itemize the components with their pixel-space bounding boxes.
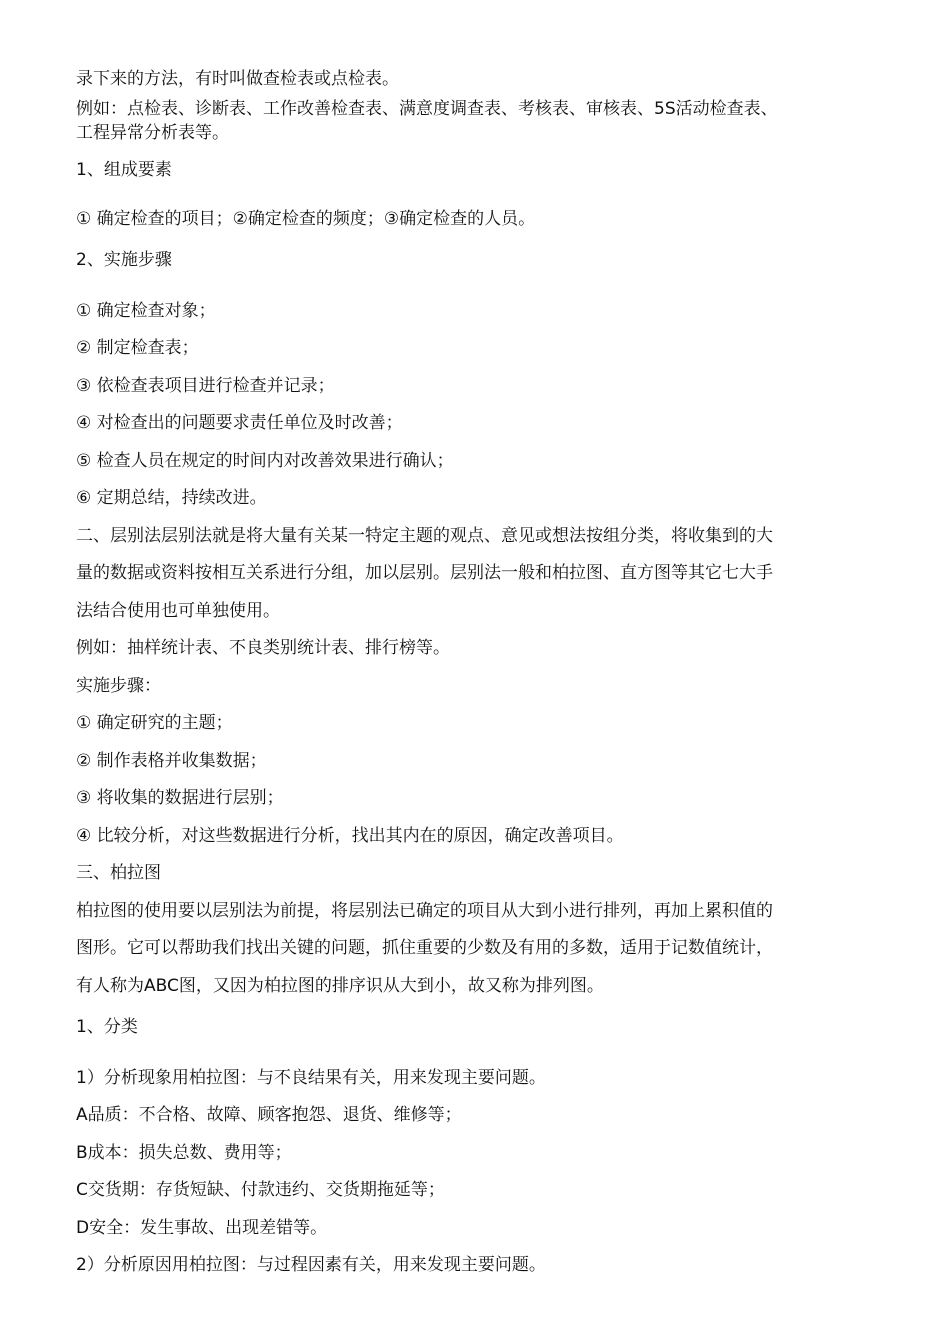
text-line: 二、层别法层别法就是将大量有关某一特定主题的观点、意见或想法按组分类，将收集到的大 xyxy=(76,526,773,546)
text-line: 2）分析原因用柏拉图：与过程因素有关，用来发现主要问题。 xyxy=(76,1255,546,1275)
text-line: D安全：发生事故、出现差错等。 xyxy=(76,1218,328,1238)
text-line: ① 确定检查的项目；②确定检查的频度；③确定检查的人员。 xyxy=(76,209,536,229)
text-line: 例如：点检表、诊断表、工作改善检查表、满意度调查表、考核表、审核表、5S活动检查表、 xyxy=(76,99,778,119)
text-line: 录下来的方法，有时叫做查检表或点检表。 xyxy=(76,69,399,89)
text-line: 图形。它可以帮助我们找出关键的问题，抓住重要的少数及有用的多数，适用于记数值统计， xyxy=(76,938,773,958)
list-item: ② 制作表格并收集数据； xyxy=(76,751,267,771)
section-heading: 三、柏拉图 xyxy=(76,863,161,883)
list-item: ① 确定研究的主题； xyxy=(76,713,233,733)
text-line: C交货期：存货短缺、付款违约、交货期拖延等； xyxy=(76,1180,445,1200)
section-heading: 1、组成要素 xyxy=(76,160,172,180)
list-item: ⑤ 检查人员在规定的时间内对改善效果进行确认； xyxy=(76,451,454,471)
text-line: 柏拉图的使用要以层别法为前提，将层别法已确定的项目从大到小进行排列，再加上累积值的 xyxy=(76,901,773,921)
text-line: 实施步骤： xyxy=(76,676,161,696)
text-line: 工程异常分析表等。 xyxy=(76,123,229,143)
section-heading: 1、分类 xyxy=(76,1017,138,1037)
list-item: ① 确定检查对象； xyxy=(76,301,216,321)
section-heading: 2、实施步骤 xyxy=(76,250,172,270)
text-line: 法结合使用也可单独使用。 xyxy=(76,601,280,621)
text-line: 例如：抽样统计表、不良类别统计表、排行榜等。 xyxy=(76,638,450,658)
list-item: ④ 比较分析，对这些数据进行分析，找出其内在的原因，确定改善项目。 xyxy=(76,826,624,846)
list-item: ⑥ 定期总结，持续改进。 xyxy=(76,488,267,508)
text-line: A品质：不合格、故障、顾客抱怨、退货、维修等； xyxy=(76,1105,462,1125)
list-item: ② 制定检查表； xyxy=(76,338,199,358)
list-item: ④ 对检查出的问题要求责任单位及时改善； xyxy=(76,413,403,433)
text-line: 1）分析现象用柏拉图：与不良结果有关，用来发现主要问题。 xyxy=(76,1068,546,1088)
list-item: ③ 依检查表项目进行检查并记录； xyxy=(76,376,335,396)
list-item: ③ 将收集的数据进行层别； xyxy=(76,788,284,808)
text-line: B成本：损失总数、费用等； xyxy=(76,1143,292,1163)
text-line: 量的数据或资料按相互关系进行分组，加以层别。层别法一般和柏拉图、直方图等其它七大手 xyxy=(76,563,773,583)
text-line: 有人称为ABC图，又因为柏拉图的排序识从大到小，故又称为排列图。 xyxy=(76,976,604,996)
